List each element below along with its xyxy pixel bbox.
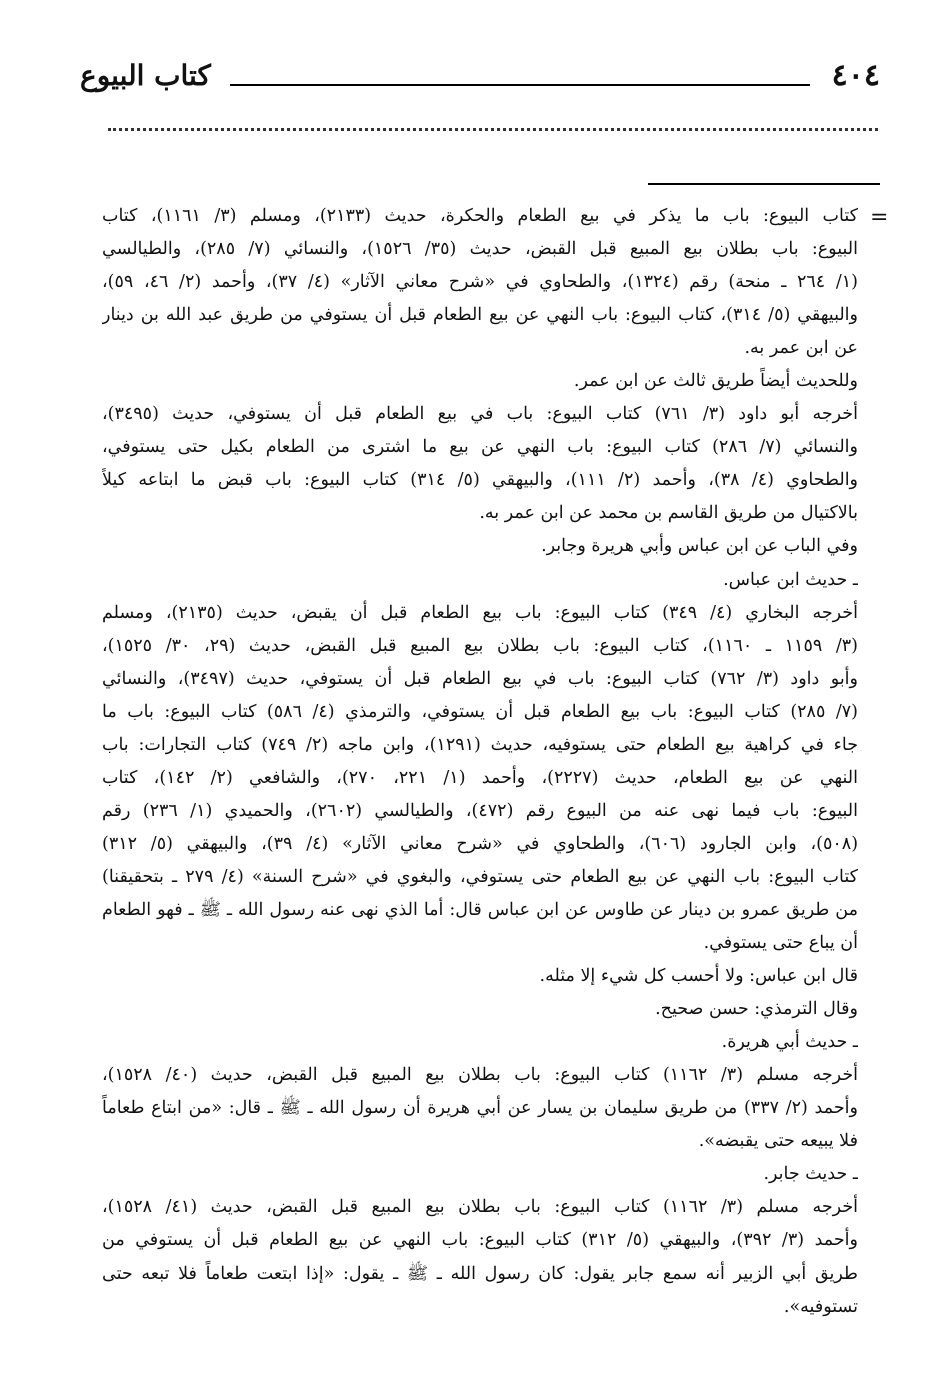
running-title: كتاب البيوع — [80, 59, 211, 92]
text-line: أخرجه مسلم (٣/ ١١٦٢) كتاب البيوع: باب بطلان بيع المبيع قبل القبض، حديث (٤٠/ ١٥٢٨)، — [102, 1065, 858, 1086]
text-line: وأحمد (٢/ ٣٣٧) من طريق سليمان بن يسار عن أبي هريرة أن رسول الله ـ ﷺ ـ قال: «من ابتاع طعاماً — [102, 1098, 858, 1119]
page-header — [80, 56, 880, 96]
text-line: جاء في كراهية بيع الطعام حتى يستوفيه، حديث (١٢٩١)، وابن ماجه (٢/ ٧٤٩) كتاب التجارات: باب — [102, 734, 858, 755]
text-line: وأبو داود (٣/ ٧٦٢) كتاب البيوع: باب في بيع الطعام قبل أن يستوفي، حديث (٣٤٩٧)، والنسائي — [102, 668, 858, 689]
text-line: عن ابن عمر به. — [744, 338, 858, 359]
text-line: بالاكتيال من طريق القاسم بن محمد عن ابن عمر به. — [479, 503, 858, 524]
text-line: البيوع: باب فيما نهى عنه من البيوع رقم (٤٧٢)، والطيالسي (٢٦٠٢)، والحميدي (١/ ٢٣٦) رقم — [102, 800, 858, 821]
text-line: فلا يبيعه حتى يقبضه». — [698, 1131, 858, 1152]
text-line: وقال الترمذي: حسن صحيح. — [655, 999, 858, 1020]
text-line: ـ حديث جابر. — [763, 1164, 858, 1185]
text-line: (٣/ ١١٥٩ ـ ١١٦٠)، كتاب البيوع: باب بطلان بيع المبيع قبل القبض، حديث (٢٩، ٣٠/ ١٥٢٥)، — [102, 635, 858, 656]
text-line: ـ حديث ابن عباس. — [723, 569, 858, 590]
text-line: (٧/ ٢٨٥) كتاب البيوع: باب بيع الطعام قبل أن يستوفي، والترمذي (٤/ ٥٨٦) كتاب البيوع: باب ما — [102, 701, 858, 722]
text-line: أخرجه مسلم (٣/ ١١٦٢) كتاب البيوع: باب بطلان بيع المبيع قبل القبض، حديث (٤١/ ١٥٢٨)، — [102, 1197, 858, 1218]
text-line: وأحمد (٣/ ٣٩٢)، والبيهقي (٥/ ٣١٢) كتاب البيوع: باب النهي عن بيع الطعام قبل أن يستوفي من — [102, 1230, 858, 1251]
header-rule — [230, 84, 810, 86]
text-line: تستوفيه». — [783, 1296, 858, 1317]
footnote-rule — [648, 183, 880, 185]
text-line: وفي الباب عن ابن عباس وأبي هريرة وجابر. — [541, 536, 858, 557]
text-line: أخرجه أبو داود (٣/ ٧٦١) كتاب البيوع: باب في بيع الطعام قبل أن يستوفي، حديث (٣٤٩٥)، — [102, 404, 858, 425]
text-line: كتاب البيوع: باب ما يذكر في بيع الطعام والحكرة، حديث (٢١٣٣)، ومسلم (٣/ ١١٦١)، كتاب — [102, 206, 858, 226]
text-line: ـ حديث أبي هريرة. — [721, 1032, 858, 1053]
text-line: البيوع: باب بطلان بيع المبيع قبل القبض، حديث (٣٥/ ١٥٢٦)، والنسائي (٧/ ٢٨٥)، والطيالسي — [102, 239, 858, 260]
text-line: طريق أبي الزبير أنه سمع جابر يقول: كان رسول الله ـ ﷺ ـ يقول: «إذا ابتعت طعاماً فلا تبعه حتى — [102, 1263, 858, 1284]
footnote-text — [102, 200, 858, 1324]
text-line: أن يباع حتى يستوفي. — [703, 933, 858, 954]
text-line: النهي عن بيع الطعام، حديث (٢٢٢٧)، وأحمد (١/ ٢٢١، ٢٧٠)، والشافعي (٢/ ١٤٢)، كتاب — [102, 767, 858, 788]
text-line: والبيهقي (٥/ ٣١٤)، كتاب البيوع: باب النهي عن بيع الطعام قبل أن يستوفي من طريق عبد الله بن دينار — [102, 305, 858, 326]
text-line: وللحديث أيضاً طريق ثالث عن ابن عمر. — [573, 371, 858, 392]
text-line: أخرجه البخاري (٤/ ٣٤٩) كتاب البيوع: باب بيع الطعام قبل أن يقبض، حديث (٢١٣٥)، ومسلم — [102, 602, 858, 623]
text-line: قال ابن عباس: ولا أحسب كل شيء إلا مثله. — [539, 966, 858, 987]
page-number: ٤٠٤ — [831, 58, 880, 93]
text-line: (١/ ٢٦٤ ـ منحة) رقم (١٣٢٤)، والطحاوي في «شرح معاني الآثار» (٤/ ٣٧)، وأحمد (٢/ ٤٦، ٥٩)، — [102, 272, 858, 293]
dotted-separator — [108, 114, 878, 131]
text-line: كتاب البيوع: باب النهي عن بيع الطعام حتى يستوفي، والبغوي في «شرح السنة» (٤/ ٢٧٩ ـ بتحقيقنا) — [102, 866, 858, 887]
text-line: (٥٠٨)، وابن الجارود (٦٠٦)، والطحاوي في «شرح معاني الآثار» (٤/ ٣٩)، والبيهقي (٥/ ٣١٢) — [102, 833, 858, 854]
text-line: من طريق عمرو بن دينار عن طاوس عن ابن عباس قال: أما الذي نهى عنه رسول الله ـ ﷺ ـ فهو الطعام — [102, 899, 858, 920]
continuation-mark: = — [870, 205, 889, 230]
text-line: والطحاوي (٤/ ٣٨)، وأحمد (٢/ ١١١)، والبيهقي (٥/ ٣١٤) كتاب البيوع: باب قبض ما ابتاعه كيلاً — [102, 470, 858, 491]
text-line: والنسائي (٧/ ٢٨٦) كتاب البيوع: باب النهي عن بيع ما اشترى من الطعام بكيل حتى يستوفي، — [102, 437, 858, 458]
